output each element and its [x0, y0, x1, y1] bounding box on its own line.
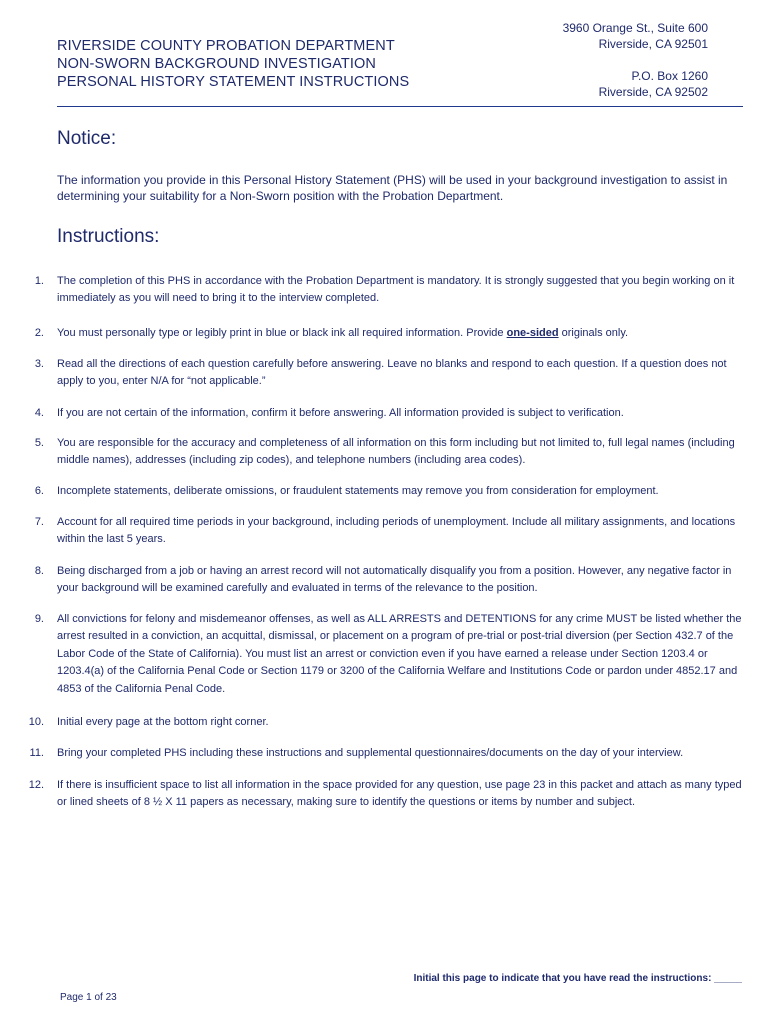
item-text: Bring your completed PHS including these instructions and supplemental questionnaires/documents on the day of your interview.	[57, 747, 684, 759]
item-text: If there is insufficient space to list all information in the space provided for any question, use page 23 in this packet and attach as many typed or lined sheets of 8 ½ X 11 papers as necessary, making sure to identify the questions or items by number and subject.	[57, 779, 742, 809]
item-number: 11.	[29, 747, 44, 759]
item-number: 4.	[34, 407, 44, 419]
item-number: 12.	[28, 779, 44, 791]
street-address	[563, 20, 708, 52]
item-number: 1.	[34, 275, 44, 287]
notice-heading: Notice:	[57, 128, 117, 149]
item-text: Being discharged from a job or having an arrest record will not automatically disqualify you from a position. However, any negative factor in your background will be examined carefully and evaluated in terms of the relevance to the position.	[57, 565, 732, 595]
item-text: The completion of this PHS in accordance with the Probation Department is mandatory. It is strongly suggested that you begin working on it immediately as you will need to bring it to the interview completed.	[57, 275, 735, 305]
header-divider	[57, 106, 743, 107]
item-text-start: You must personally type or legibly print in blue or black ink all required information. Provide	[57, 327, 507, 339]
street-line-2: Riverside, CA 92501	[598, 37, 708, 51]
po-line-2: Riverside, CA 92502	[598, 85, 708, 99]
item-text: Account for all required time periods in your background, including periods of unemployment. Include all military assignments, and locations within the last 5 years.	[57, 516, 736, 546]
item-text	[57, 325, 747, 342]
item-number: 9.	[34, 613, 44, 625]
item-number: 8.	[34, 565, 44, 577]
street-line-1: 3960 Orange St., Suite 600	[562, 21, 708, 35]
item-number: 6.	[34, 485, 44, 497]
po-line-1: P.O. Box 1260	[631, 69, 708, 83]
item-number: 5.	[34, 437, 44, 449]
item-text: If you are not certain of the information, confirm it before answering. All information provided is subject to verification.	[57, 407, 624, 419]
item-text: All convictions for felony and misdemeanor offenses, as well as ALL ARRESTS and DETENTIONS for any crime MUST be listed whether the arrest resulted in a conviction, an acquittal, dismissal, or placement on a program of pre-trial or post-trial diversion (per Section 432.7 of the Labor Code of the State of California). You must list an arrest or conviction even if you have earned a release under Section 1203.4 or 1203.4(a) of the California Penal Code or Section 1179 or 3200 of the California Welfare and Institutions Code or pardon under 4852.17 and 4853 of the California Penal Code.	[57, 613, 742, 695]
title-line-3: PERSONAL HISTORY STATEMENT INSTRUCTIONS	[57, 74, 410, 90]
item-text: You are responsible for the accuracy and completeness of all information on this form including but not limited to, full legal names (including middle names), addresses (including zip codes), and telephone numbers (including area codes).	[57, 437, 735, 467]
item-number: 2.	[34, 327, 44, 339]
page-number: Page 1 of 23	[60, 992, 117, 1003]
notice-text: The information you provide in this Personal History Statement (PHS) will be used in your background investigation to assist in determining your suitability for a Non-Sworn position with the Probation Department.	[57, 173, 728, 203]
item-number: 7.	[34, 516, 44, 528]
item-text: Read all the directions of each question carefully before answering. Leave no blanks and respond to each question. If a question does not apply to you, enter N/A for “not applicable.”	[57, 358, 727, 388]
title-line-1: RIVERSIDE COUNTY PROBATION DEPARTMENT	[57, 38, 395, 54]
one-sided-emphasis: one-sided	[506, 327, 559, 339]
item-text: Initial every page at the bottom right corner.	[57, 716, 269, 728]
item-number: 3.	[34, 358, 44, 370]
item-text: Incomplete statements, deliberate omissions, or fraudulent statements may remove you from consideration for employment.	[57, 485, 659, 497]
document-title	[57, 37, 409, 91]
item-number: 10.	[28, 716, 44, 728]
item-text-end: originals only.	[558, 327, 629, 339]
title-line-2: NON-SWORN BACKGROUND INVESTIGATION	[57, 56, 376, 72]
initial-prompt: Initial this page to indicate that you have read the instructions: _____	[413, 973, 742, 984]
instructions-heading: Instructions:	[57, 226, 160, 247]
po-box-address	[599, 68, 708, 100]
